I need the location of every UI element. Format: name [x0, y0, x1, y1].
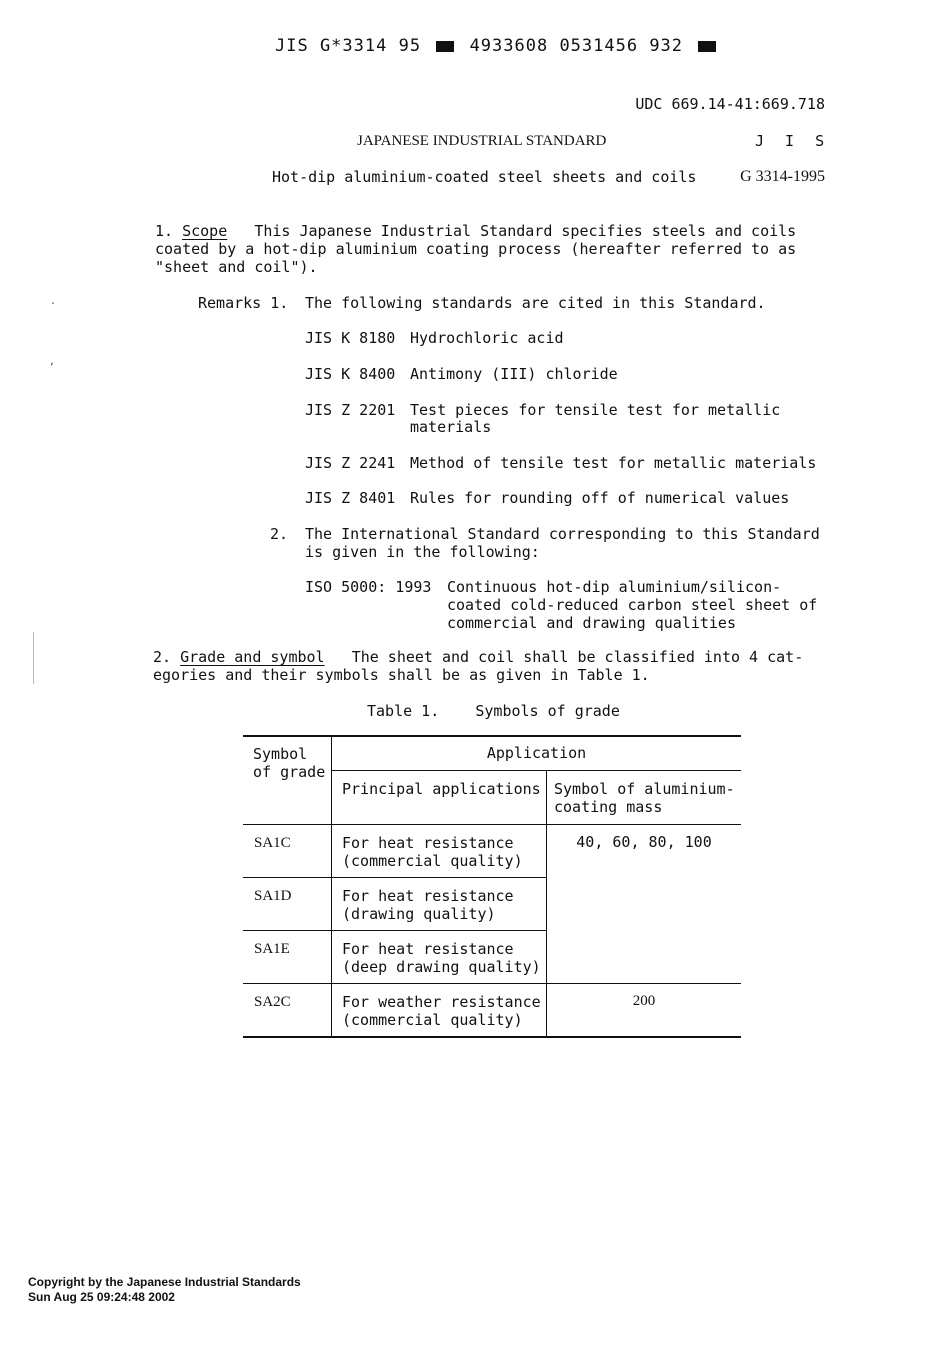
jis-letters: J I S	[755, 132, 831, 150]
table-rule-bottom	[243, 1036, 741, 1038]
row-application-line1: For weather resistance	[342, 993, 541, 1011]
remarks-item2-line2: is given in the following:	[305, 543, 540, 561]
row-symbol: SA1C	[254, 835, 291, 851]
timestamp-line: Sun Aug 25 09:24:48 2002	[28, 1290, 175, 1304]
cited-title: Hydrochloric acid	[410, 329, 564, 347]
iso-title-line3: commercial and drawing qualities	[447, 614, 736, 632]
row-symbol: SA1E	[254, 941, 290, 957]
cited-code: JIS Z 8401	[305, 489, 396, 507]
remarks-item2-number: 2.	[270, 525, 289, 543]
section1-line1	[155, 222, 796, 240]
cited-code: JIS K 8400	[305, 365, 396, 383]
table-caption: Table 1. Symbols of grade	[367, 702, 620, 720]
table-rule-header	[243, 824, 741, 825]
row-symbol: SA1D	[254, 888, 292, 904]
cited-code: JIS Z 2241	[305, 454, 396, 472]
section2-text1: The sheet and coil shall be classified into 4 cat-	[351, 648, 804, 666]
header-mass-line1: Symbol of aluminium-	[554, 780, 735, 798]
section1-number: 1.	[155, 222, 174, 240]
grade-table	[243, 735, 741, 1038]
scan-speck: .	[50, 296, 57, 307]
cited-title: Antimony (III) chloride	[410, 365, 618, 383]
header-code-part1: JIS G*3314 95	[275, 36, 422, 56]
row-application-line1: For heat resistance	[342, 834, 514, 852]
coating-mass-group1: 40, 60, 80, 100	[576, 833, 712, 851]
table-rule-top	[243, 735, 741, 737]
table-vrule	[331, 735, 332, 1038]
row-symbol: SA2C	[254, 994, 291, 1010]
section2-number: 2.	[153, 648, 172, 666]
section2-line1	[153, 648, 803, 666]
remarks-item2-line1: The International Standard corresponding to this Standard	[305, 525, 820, 543]
row-application-line1: For heat resistance	[342, 940, 514, 958]
row-application-line2: (deep drawing quality)	[342, 958, 541, 976]
table-rule-application	[332, 770, 741, 771]
remarks-label: Remarks 1.	[198, 294, 289, 312]
header-symbol-line2: of grade	[253, 763, 326, 781]
section1-heading: Scope	[182, 222, 228, 240]
header-principal-applications: Principal applications	[342, 780, 541, 798]
header-code-part2: 4933608 0531456 932	[469, 36, 684, 56]
cited-title-cont: materials	[410, 418, 492, 436]
iso-title-line2: coated cold-reduced carbon steel sheet of	[447, 596, 818, 614]
cited-title: Test pieces for tensile test for metallic	[410, 401, 781, 419]
table-rule-row	[243, 930, 546, 931]
header-mass-line2: coating mass	[554, 798, 663, 816]
row-application-line2: (commercial quality)	[342, 852, 523, 870]
section2-line2: egories and their symbols shall be as given in Table 1.	[153, 666, 650, 684]
iso-code: ISO 5000: 1993	[305, 578, 432, 596]
header-application: Application	[486, 744, 587, 762]
margin-mark	[33, 632, 34, 684]
udc-code: UDC 669.14-41:669.718	[635, 95, 825, 113]
black-block-mark	[436, 41, 454, 52]
cited-code: JIS Z 2201	[305, 401, 396, 419]
iso-title-line1: Continuous hot-dip aluminium/silicon-	[447, 578, 782, 596]
copyright-line: Copyright by the Japanese Industrial Standards	[28, 1275, 301, 1289]
standard-heading: JAPANESE INDUSTRIAL STANDARD	[357, 133, 607, 149]
row-application-line2: (drawing quality)	[342, 905, 496, 923]
section1-line2: coated by a hot-dip aluminium coating process (hereafter referred to as	[155, 240, 797, 258]
document-title: Hot-dip aluminium-coated steel sheets and coils	[272, 168, 697, 186]
scan-speck: ,	[49, 356, 56, 367]
cited-title: Rules for rounding off of numerical values	[410, 489, 790, 507]
table-rule-row	[243, 983, 741, 984]
section1-text1: This Japanese Industrial Standard specifies steels and coils	[254, 222, 797, 240]
document-code-header	[275, 37, 720, 55]
remarks-intro: The following standards are cited in this Standard.	[305, 294, 766, 312]
section1-line3: "sheet and coil").	[155, 258, 318, 276]
header-symbol-line1: Symbol	[253, 745, 308, 763]
row-application-line2: (commercial quality)	[342, 1011, 523, 1029]
cited-code: JIS K 8180	[305, 329, 396, 347]
document-number: G 3314-1995	[740, 168, 825, 185]
cited-title: Method of tensile test for metallic materials	[410, 454, 817, 472]
table-rule-row	[243, 877, 546, 878]
black-block-mark	[698, 41, 716, 52]
section2-heading: Grade and symbol	[180, 648, 325, 666]
coating-mass-group2: 200	[632, 993, 656, 1009]
row-application-line1: For heat resistance	[342, 887, 514, 905]
